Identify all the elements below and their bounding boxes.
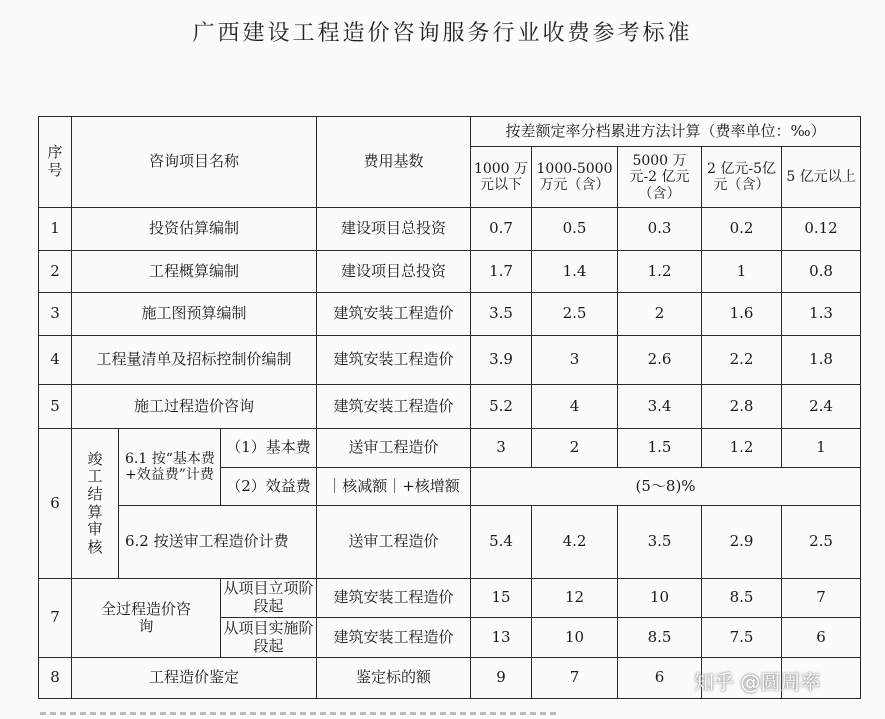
row-no: 7 (39, 579, 72, 658)
rate-cell: 3.5 (471, 293, 532, 336)
row7-a-name: 从项目立项阶段起 (221, 579, 317, 618)
rate-cell: 3 (532, 335, 618, 384)
rate-cell: 5.2 (471, 384, 532, 429)
row6-sub2-base: 送审工程造价 (317, 506, 471, 579)
row-base: 建筑安装工程造价 (317, 293, 471, 336)
row-no: 6 (39, 429, 72, 579)
row-name: 工程量清单及招标控制价编制 (72, 335, 317, 384)
row6-benefit-base: ｜核减额｜+核增额 (317, 467, 471, 506)
rate-cell: 1.6 (702, 293, 782, 336)
row-no: 1 (39, 208, 72, 251)
row6-basic-base: 送审工程造价 (317, 429, 471, 468)
rate-cell: 6 (618, 658, 702, 699)
rate-cell: 9 (471, 658, 532, 699)
rate-cell: 5.4 (471, 506, 532, 579)
rate-cell: 1.3 (782, 293, 861, 336)
row6-benefit-rate: (5～8)% (471, 467, 861, 506)
rate-cell: 7.5 (702, 617, 782, 658)
table-row (39, 335, 861, 384)
row-name: 工程造价鉴定 (72, 658, 317, 699)
row7-a-base: 建筑安装工程造价 (317, 579, 471, 618)
row7-b-base: 建筑安装工程造价 (317, 617, 471, 658)
table-row (39, 506, 861, 579)
rate-cell: 7 (532, 658, 618, 699)
header-base: 费用基数 (317, 117, 471, 208)
rate-cell: 15 (471, 579, 532, 618)
table-row (39, 579, 861, 618)
row-no: 5 (39, 384, 72, 429)
row-no: 2 (39, 250, 72, 293)
rate-cell: 4 (532, 384, 618, 429)
page-title: 广西建设工程造价咨询服务行业收费参考标准 (192, 21, 693, 46)
row6-group: 竣工结算审核 (72, 429, 119, 579)
rate-cell: 3.9 (471, 335, 532, 384)
rate-cell: 2 (532, 429, 618, 468)
rate-cell: 2.2 (702, 335, 782, 384)
rate-cell: 0.2 (702, 208, 782, 251)
rate-cell: 8.5 (618, 617, 702, 658)
header-item: 咨询项目名称 (72, 117, 317, 208)
row7-group: 全过程造价咨询 (72, 579, 221, 658)
rate-cell: 0.8 (782, 250, 861, 293)
row-base: 鉴定标的额 (317, 658, 471, 699)
table-row (39, 293, 861, 336)
fee-table (38, 116, 861, 699)
rate-cell: 3.4 (618, 384, 702, 429)
row7-b-name: 从项目实施阶段起 (221, 617, 317, 658)
row6-benefit-name: （2）效益费 (221, 467, 317, 506)
header-row (39, 117, 861, 147)
rate-cell: 7 (782, 579, 861, 618)
row-base: 建设项目总投资 (317, 250, 471, 293)
rate-cell: 2.6 (618, 335, 702, 384)
table-row (39, 208, 861, 251)
rate-cell: 1 (782, 429, 861, 468)
row-name: 施工图预算编制 (72, 293, 317, 336)
rate-cell: 0.5 (532, 208, 618, 251)
rate-cell: 12 (532, 579, 618, 618)
header-seq: 序号 (39, 117, 72, 208)
rate-cell: 1.8 (782, 335, 861, 384)
rate-cell: 1.2 (702, 429, 782, 468)
rate-cell: 4.2 (532, 506, 618, 579)
rate-cell: 1.4 (532, 250, 618, 293)
row-name: 施工过程造价咨询 (72, 384, 317, 429)
rate-cell: 1.2 (618, 250, 702, 293)
table-row (39, 250, 861, 293)
row-name: 工程概算编制 (72, 250, 317, 293)
table-row (39, 429, 861, 468)
tier-3: 5000 万元-2 亿元（含） (618, 147, 702, 208)
rate-cell: 2.4 (782, 384, 861, 429)
rate-cell: 6 (782, 617, 861, 658)
rate-cell: 2.5 (532, 293, 618, 336)
rate-cell: 3.5 (618, 506, 702, 579)
row-no: 4 (39, 335, 72, 384)
rate-cell: 3 (471, 429, 532, 468)
row-base: 建筑安装工程造价 (317, 384, 471, 429)
table-row (39, 384, 861, 429)
row-no: 8 (39, 658, 72, 699)
rate-cell: 8.5 (702, 579, 782, 618)
row6-sub1: 6.1 按“基本费+效益费”计费 (119, 429, 221, 506)
rate-cell: 1.7 (471, 250, 532, 293)
rate-cell: 0.3 (618, 208, 702, 251)
rate-cell: 1 (702, 250, 782, 293)
rate-cell: 2.8 (702, 384, 782, 429)
row-base: 建设项目总投资 (317, 208, 471, 251)
rate-cell: 10 (532, 617, 618, 658)
tier-1: 1000 万元以下 (471, 147, 532, 208)
zhihu-watermark: 知乎 @圆周率 (694, 670, 821, 694)
row6-basic-name: （1）基本费 (221, 429, 317, 468)
rate-cell: 10 (618, 579, 702, 618)
header-method: 按差额定率分档累进方法计算（费率单位：‰） (471, 117, 861, 147)
tier-5: 5 亿元以上 (782, 147, 861, 208)
rate-cell: 2 (618, 293, 702, 336)
row6-sub2-name: 6.2 按送审工程造价计费 (119, 506, 317, 579)
bottom-divider (40, 712, 560, 715)
rate-cell: 1.5 (618, 429, 702, 468)
row-no: 3 (39, 293, 72, 336)
rate-cell: 2.5 (782, 506, 861, 579)
tier-2: 1000-5000万元（含） (532, 147, 618, 208)
rate-cell: 2.9 (702, 506, 782, 579)
rate-cell: 0.12 (782, 208, 861, 251)
row-base: 建筑安装工程造价 (317, 335, 471, 384)
rate-cell: 13 (471, 617, 532, 658)
rate-cell: 0.7 (471, 208, 532, 251)
row-name: 投资估算编制 (72, 208, 317, 251)
tier-4: 2 亿元-5亿元（含） (702, 147, 782, 208)
